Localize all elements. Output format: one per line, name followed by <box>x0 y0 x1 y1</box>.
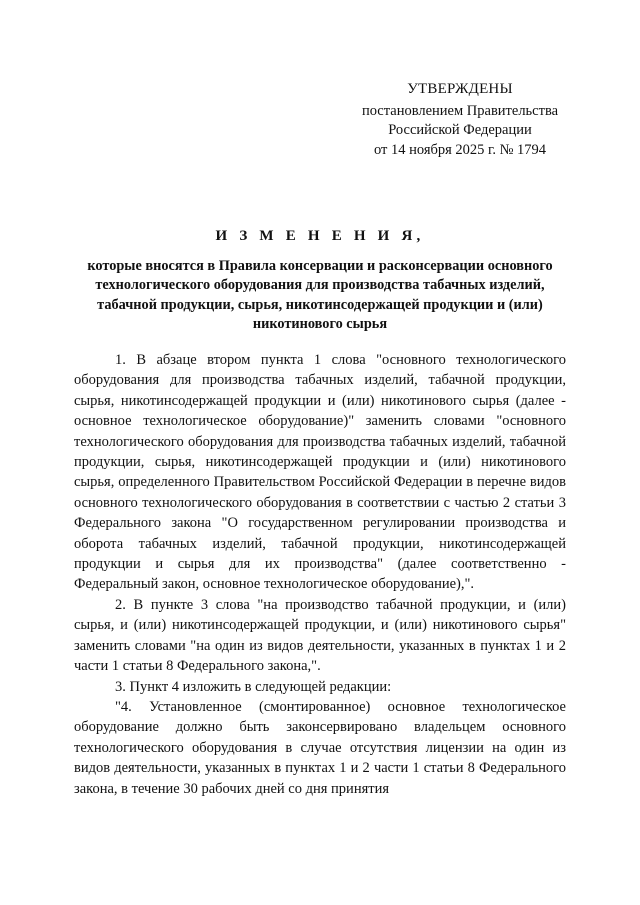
document-body <box>74 350 566 799</box>
approval-authority-country: Российской Федерации <box>388 122 532 139</box>
approval-authority: постановлением Правительства <box>361 103 559 119</box>
document-title: И З М Е Н Е Н И Я, <box>215 228 425 244</box>
paragraph-1: 1. В абзаце втором пункта 1 слова "основного технологического оборудования для производства табачных изделий, табачной продукции, сырья, никотинсодержащей продукции и (или) никотинового сырья (далее - основное технологическое оборудование)" заменить словами "основного технологического оборудования для производства табачных изделий, табачной продукции, сырья, никотинсодержащей продукции и (или) никотинового сырья, определенного Правительством Российской Федерации в перечне видов основного технологического оборудования в соответствии с частью 2 статьи 3 Федерального закона "О государственном регулировании производства и оборота табачных изделий, табачной продукции, никотинсодержащей продукции и сырья для их производства" (далее соответственно - Федеральный закон, основное технологическое оборудование),". <box>74 352 566 593</box>
paragraph-4: "4. Установленное (смонтированное) основное технологическое оборудование должно быть законсервировано владельцем основного технологического оборудования в случае отсутствия лицензии на один из видов деятельности, указанных в пунктах 1 и 2 части 1 статьи 8 Федерального закона, в течение 30 рабочих дней со дня принятия <box>74 698 566 797</box>
approval-stamp: УТВЕРЖДЕНЫ <box>407 81 513 97</box>
document-subtitle: которые вносятся в Правила консервации и расконсервации основного технологического оборудования для производства табачных изделий, табачной продукции, сырья, никотинсодержащей продукции и (или) никотинового сырья <box>87 258 553 332</box>
paragraph-2: 2. В пункте 3 слова "на производство табачной продукции, и (или) сырья, и (или) никотинсодержащей продукции, и (или) никотинового сырья" заменить словами "на один из видов деятельности, указанных в пунктах 1 и 2 части 1 статьи 8 Федерального закона,". <box>74 596 566 675</box>
document-heading <box>66 227 574 334</box>
paragraph-3: 3. Пункт 4 изложить в следующей редакции: <box>115 678 392 695</box>
approval-block <box>330 80 590 160</box>
approval-date-number: от 14 ноября 2025 г. № 1794 <box>373 141 547 158</box>
